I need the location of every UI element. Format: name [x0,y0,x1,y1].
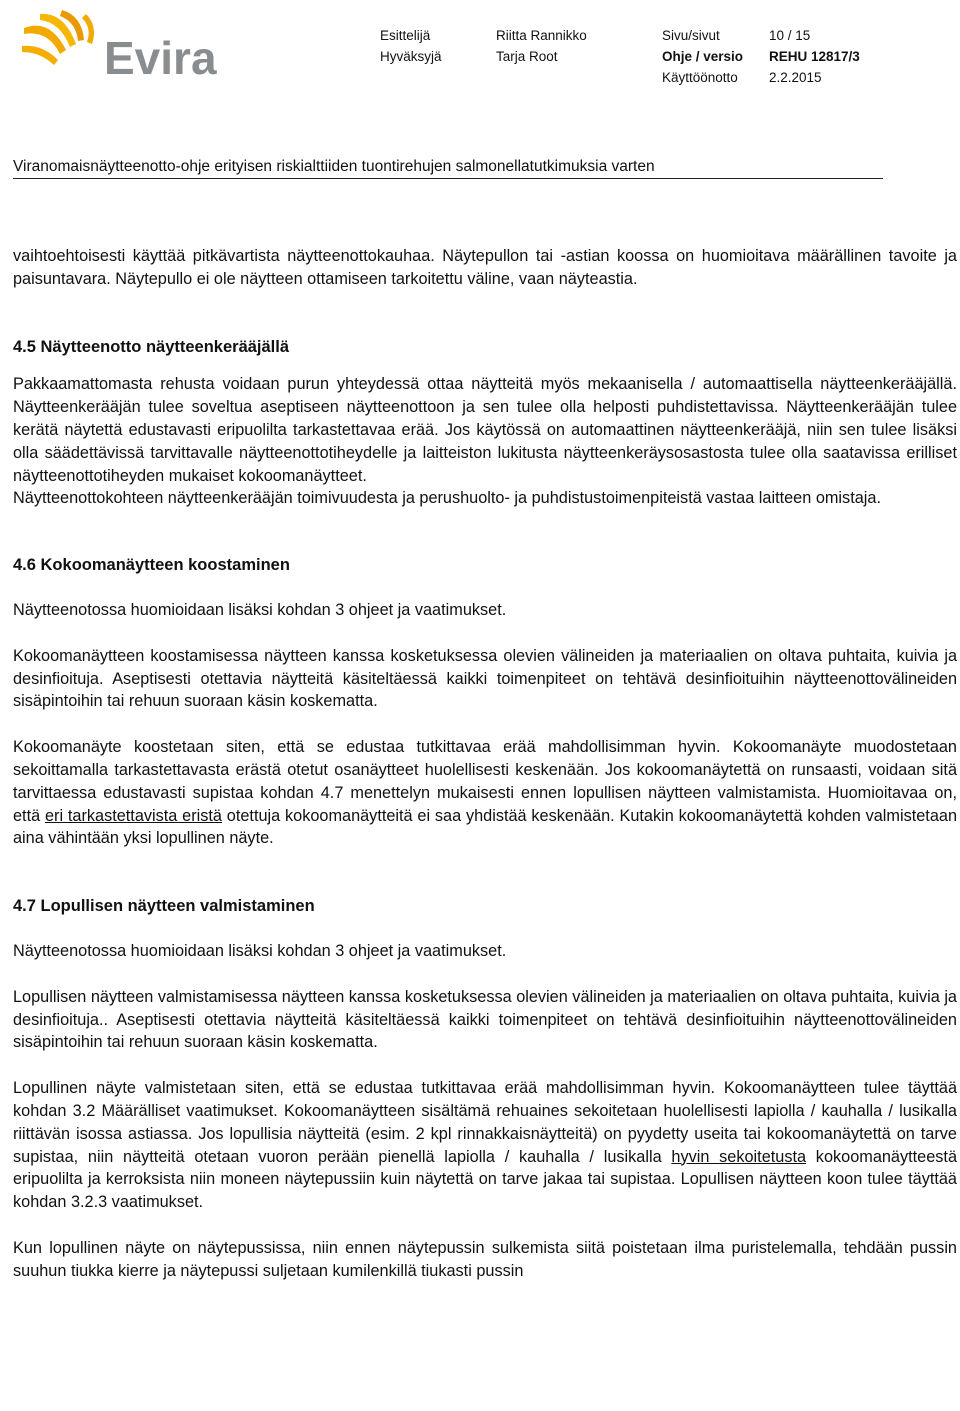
guide-value: REHU 12817/3 [769,49,860,64]
page-label: Sivu/sivut [662,28,720,43]
section-heading-4-7: 4.7 Lopullisen näytteen valmistaminen [13,897,315,916]
paragraph-composite-hygiene: Kokoomanäytteen koostamisessa näytteen kanssa kosketuksessa olevien välineiden ja materiaalien on oltava puhtaita, kuivia ja desinfioituja. Aseptisesti otettavia näytteitä käsiteltäessä kaikki toimenpiteet on tehtävä desinfioituihin näytteenottovälineiden sisäpintoihin tai rehuun suoraan käsin koskematta. [13,646,957,711]
paragraph-see-section-3-b: Näytteenotossa huomioidaan lisäksi kohdan 3 ohjeet ja vaatimukset. [13,941,507,960]
presenter-value: Riitta Rannikko [496,28,587,43]
paragraph-sample-collector: Pakkaamattomasta rehusta voidaan purun yhteydessä ottaa näytteitä myös mekaanisella / automaattisella näytteenkerääjällä. Näytteenkerääjän tulee soveltua aseptiseen näytteenottoon ja sen tulee olla helposti puhdistettavissa. Näytteenkerääjän tulee kerätä näytettä edustavasti eripuolilta tarkastettavaa erää. Jos käytössä on automaattinen näytteenkerääjä, niin sen tulee lisäksi olla säädettävissä tarvittavalle näytteenottotiheydelle ja laitteiston lukitusta näytteenkeräysosastosta tulee olla saatavissa erilliset näytteenottotiheyden mukaiset kokoomanäytteet. [13,375,957,485]
approver-value: Tarja Root [496,49,558,64]
section-heading-4-6: 4.6 Kokoomanäytteen koostaminen [13,556,290,575]
paragraph-sample-bag-closing: Kun lopullinen näyte on näytepussissa, niin ennen näytepussin sulkemista siitä poistetaan ilma puristelemalla, tehdään pussin suuhun tiukka kierre ja näytepussi suljetaan kumilenkillä tiukasti pussin [13,1238,957,1280]
paragraph-sample-bottle: vaihtoehtoisesti käyttää pitkävartista näytteenottokauhaa. Näytepullon tai -astian koossa on huomioitava määrällinen tavoite ja paisuntavara. Näytepullo ei ole näytteen ottamiseen tarkoitettu väline, vaan näyteastia. [13,247,957,288]
sun-rays-icon [22,10,94,65]
deploy-label: Käyttöönotto [662,70,738,85]
paragraph-collector-maintenance: Näytteenottokohteen näytteenkerääjän toimivuudesta ja perushuolto- ja puhdistustoimenpiteistä vastaa laitteen omistaja. [13,489,881,508]
paragraph-final-sample-hygiene: Lopullisen näytteen valmistamisessa näytteen kanssa kosketuksessa olevien välineiden ja materiaalien on oltava puhtaita, kuivia ja desinfioituja.. Aseptisesti otettavia näytteitä käsiteltäessä kaikki toimenpiteet on tehtävä desinfioituihin näytteenottovälineiden sisäpintoihin tai rehuun suoraan käsin koskematta. [13,987,957,1052]
document-body [13,245,957,1283]
page-value: 10 / 15 [769,28,811,43]
document-title: Viranomaisnäytteenotto-ohje erityisen riskialttiiden tuontirehujen salmonellatutkimuksia varten [13,158,883,179]
evira-logo [20,10,250,80]
paragraph-final-sample-preparation: Lopullinen näyte valmistetaan siten, että se edustaa tutkittavaa erää mahdollisimman hyvin. Kokoomanäytteen tulee täyttää kohdan 3.2 Määrälliset vaatimukset. Kokoomanäytteen sisältämä rehuaines sekoitetaan huolellisesti lapiolla / kauhalla / lusikalla riittävän isossa astiassa. Jos lopullisia näytteitä (esim. 2 kpl rinnakkaisnäytteitä) on pyydetty useita tai kokoomanäytettä on tarve supistaa, niin näytteitä otetaan vuoron perään pienellä lapiolla / kauhalla / lusikalla hyvin sekoitetusta kokoomanäytteestä eripuolilta ja kerroksista niin moneen näytepussiin kuin näytettä on tarve jakaa tai supistaa. Lopullisen näytteen koon tulee täyttää kohdan 3.2.3 vaatimukset. [13,1079,957,1212]
logo-wordmark: Evira [104,32,217,80]
guide-label: Ohje / versio [662,49,744,64]
deploy-value: 2.2.2015 [769,70,822,85]
presenter-label: Esittelijä [380,28,431,43]
paragraph-see-section-3: Näytteenotossa huomioidaan lisäksi kohdan 3 ohjeet ja vaatimukset. [13,600,507,619]
paragraph-composite-preparation: Kokoomanäyte koostetaan siten, että se edustaa tutkittavaa erää mahdollisimman hyvin. Kokoomanäyte muodostetaan sekoittamalla tarkastettavasta erästä otetut osanäytteet huolellisesti keskenään. Jos kokoomanäytettä on runsaasti, voidaan sitä tarvittaessa edustavasti supistaa kohdan 4.7 menettelyn mukaisesti ennen lopullisen näytteen valmistamista. Huomioitavaa on, että eri tarkastettavista eristä otettuja kokoomanäytteitä ei saa yhdistää keskenään. Kutakin kokoomanäytettä kohden valmistetaan aina vähintään yksi lopullinen näyte. [13,738,957,848]
approver-label: Hyväksyjä [380,49,442,64]
section-heading-4-5: 4.5 Näytteenotto näytteenkerääjällä [13,337,290,356]
